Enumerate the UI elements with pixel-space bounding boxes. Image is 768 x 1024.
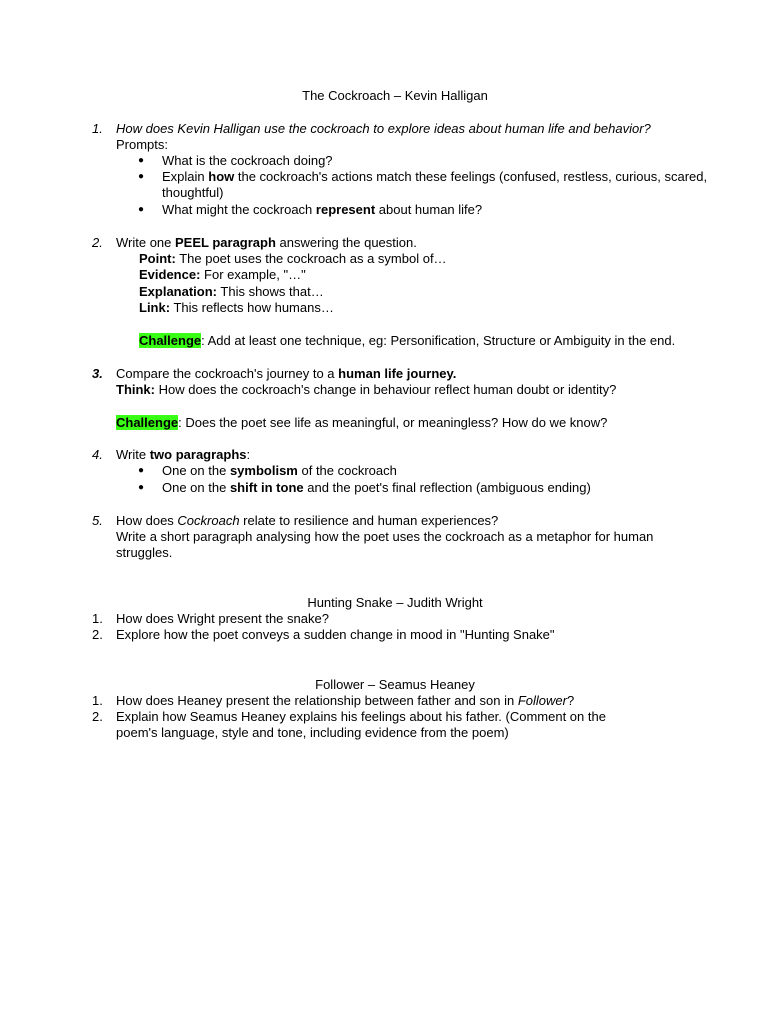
question-text: Write one PEEL paragraph answering the question. xyxy=(116,235,417,250)
peel-evidence: Evidence: For example, "…" xyxy=(139,267,306,282)
bullet-icon: ● xyxy=(138,155,145,166)
bullet-icon: ● xyxy=(138,482,145,493)
bullet-item: What is the cockroach doing? xyxy=(162,153,333,168)
question-number: 1. xyxy=(92,693,103,708)
section-title-follower: Follower – Seamus Heaney xyxy=(315,677,475,692)
bullet-icon: ● xyxy=(138,171,145,182)
challenge-highlight: Challenge xyxy=(139,333,202,348)
question-text: How does Heaney present the relationship between father and son in Follower? xyxy=(116,693,575,708)
question-number: 1. xyxy=(92,611,103,626)
question-number: 2. xyxy=(92,709,103,724)
bullet-item: One on the shift in tone and the poet's final reflection (ambiguous ending) xyxy=(162,480,591,495)
question-text: How does Cockroach relate to resilience and human experiences? xyxy=(116,513,499,528)
question-number: 2. xyxy=(92,235,103,250)
section-title-hunting-snake: Hunting Snake – Judith Wright xyxy=(307,595,483,610)
question-text: How does Wright present the snake? xyxy=(116,611,329,626)
question-text: Explore how the poet conveys a sudden change in mood in "Hunting Snake" xyxy=(116,627,555,642)
peel-point: Point: The poet uses the cockroach as a symbol of… xyxy=(139,251,447,266)
challenge-highlight: Challenge xyxy=(116,415,179,430)
section-title-cockroach: The Cockroach – Kevin Halligan xyxy=(302,88,488,103)
question-text: Compare the cockroach's journey to a human life journey. xyxy=(116,366,457,381)
question-number: 3. xyxy=(92,366,103,381)
question-number: 2. xyxy=(92,627,103,642)
question-number: 1. xyxy=(92,121,103,136)
bullet-icon: ● xyxy=(138,204,145,215)
question-number: 5. xyxy=(92,513,103,528)
question-text: Write two paragraphs: xyxy=(116,447,251,462)
think-line: Think: How does the cockroach's change in behaviour reflect human doubt or identity? xyxy=(116,382,617,397)
question-text: Explain how Seamus Heaney explains his feelings about his father. (Comment on the poem's language, style and tone, including evidence from the poem) xyxy=(116,709,606,741)
question-number: 4. xyxy=(92,447,103,462)
bullet-icon: ● xyxy=(138,465,145,476)
challenge-line: Challenge: Add at least one technique, eg: Personification, Structure or Ambiguity in the end. xyxy=(139,333,676,348)
peel-explanation: Explanation: This shows that… xyxy=(139,284,324,299)
prompts-label: Prompts: xyxy=(116,137,169,152)
bullet-item: One on the symbolism of the cockroach xyxy=(162,463,397,478)
question-subtext: Write a short paragraph analysing how the poet uses the cockroach as a metaphor for human struggles. xyxy=(116,529,654,561)
bullet-item: What might the cockroach represent about human life? xyxy=(162,202,483,217)
question-text: How does Kevin Halligan use the cockroach to explore ideas about human life and behavior? xyxy=(116,121,651,136)
peel-link: Link: This reflects how humans… xyxy=(139,300,334,315)
challenge-line: Challenge: Does the poet see life as meaningful, or meaningless? How do we know? xyxy=(116,415,608,430)
bullet-item: Explain how the cockroach's actions match these feelings (confused, restless, curious, scared, thoughtful) xyxy=(162,169,708,201)
